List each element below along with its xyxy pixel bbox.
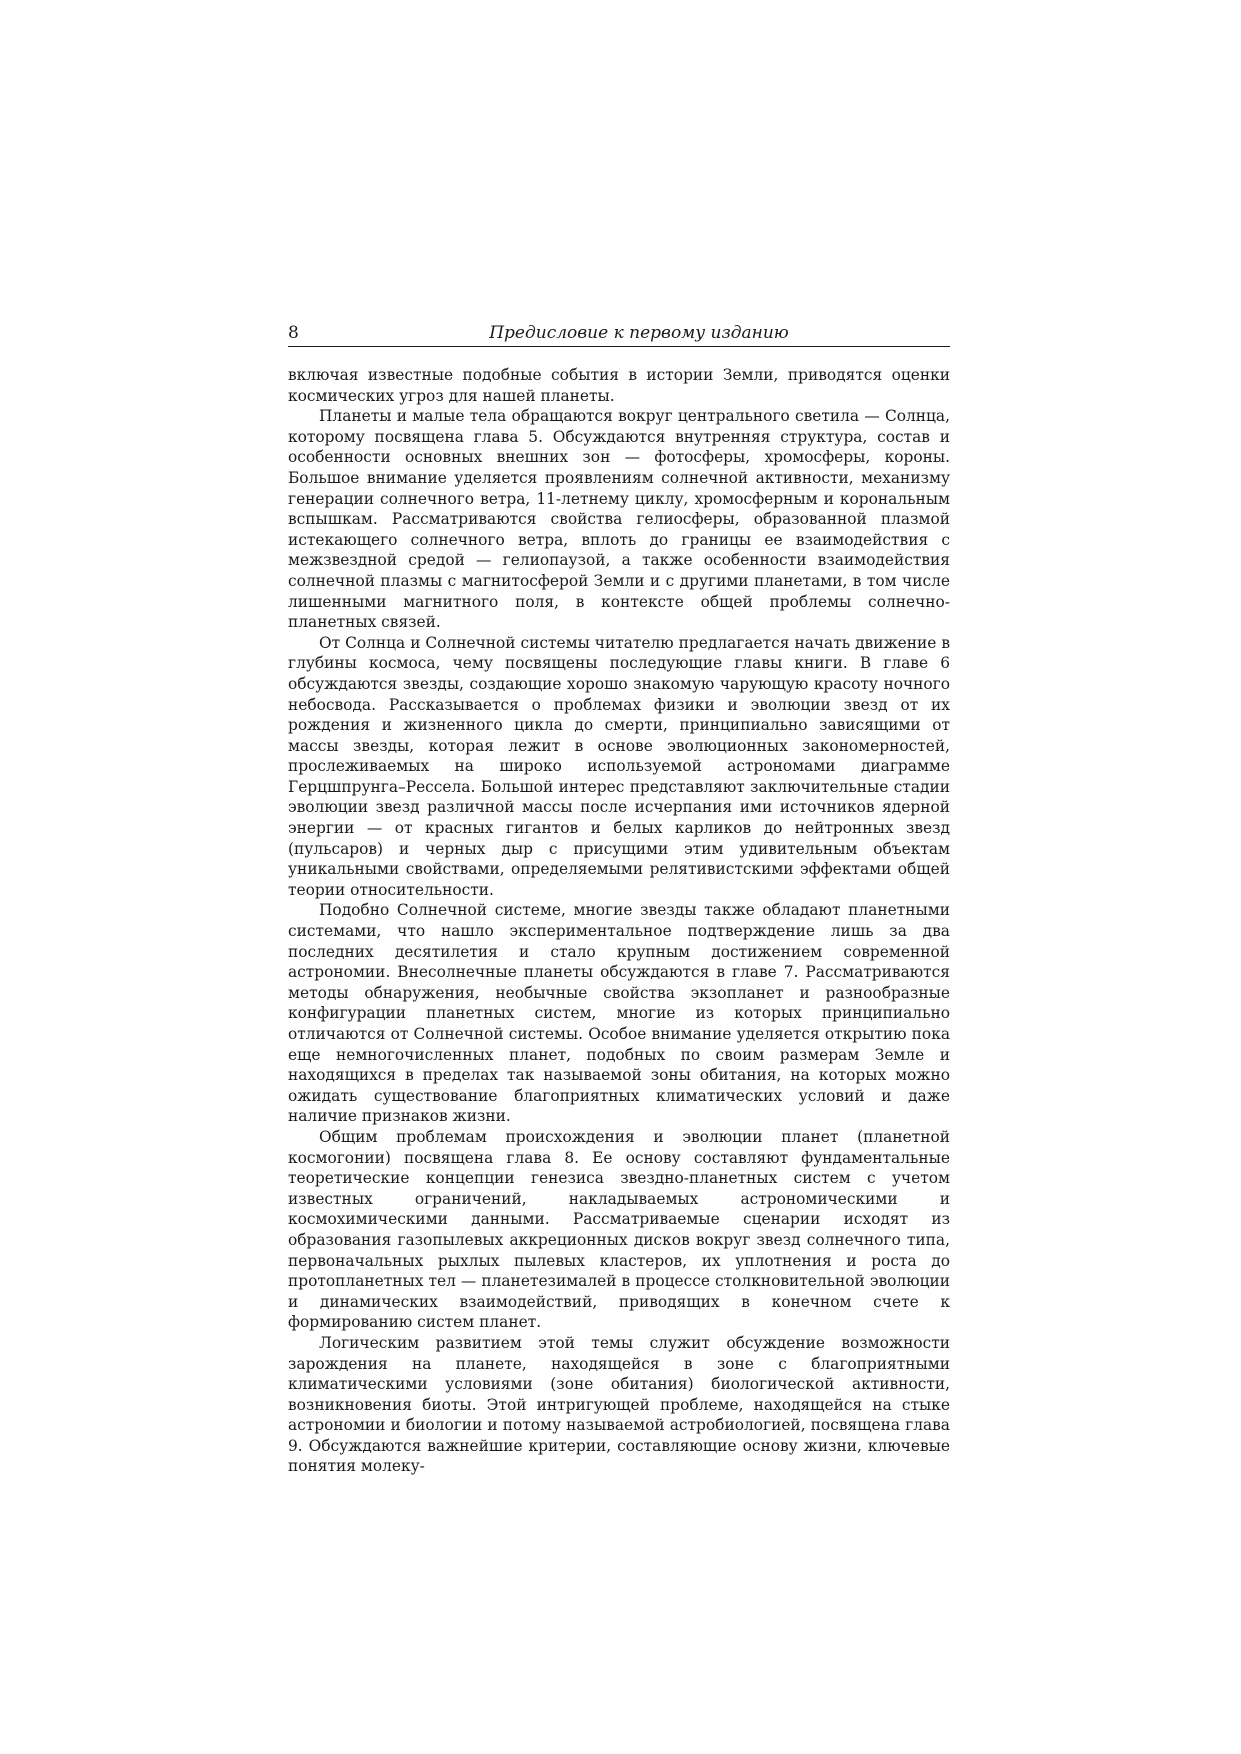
body-text [288,365,950,1477]
paragraph-exoplanets: Подобно Солнечной системе, многие звезды также обладают планетными системами, что нашло экспериментальное подтверждение лишь за два последних десятилетия и стало крупным достижением современной астрономии. Внесолнечные планеты обсуждаются в главе 7. Рассматриваются методы обнаружения, необычные свойства экзопланет и разнообразные конфигурации планетных систем, многие из которых принципиально отличаются от Солнечной системы. Особое внимание уделяется открытию пока еще немногочисленных планет, подобных по своим размерам Земле и находящихся в пределах так называемой зоны обитания, на которых можно ожидать существование благоприятных климатических условий и даже наличие признаков жизни. [288,901,950,1126]
paragraph-cosmogony: Общим проблемам происхождения и эволюции планет (планетной космогонии) посвящена глава 8. Ее основу составляют фундаментальные теоретические концепции генезиса звездно-планетных систем с учетом известных ограничений, накладываемых астрономическими и космохимическими данными. Рассматриваемые сценарии исходят из образования газопылевых аккреционных дисков вокруг звезд солнечного типа, первоначальных рыхлых пылевых кластеров, их уплотнения и роста до протопланетных тел — планетезималей в процессе столкновительной эволюции и динамических взаимодействий, приводящих в конечном счете к формированию систем планет. [288,1127,950,1332]
book-page [288,322,950,1477]
paragraph-astrobiology: Логическим развитием этой темы служит обсуждение возможности зарождения на планете, находящейся в зоне с благоприятными климатическими условиями (зоне обитания) биологической активности, возникновения биоты. Этой интригующей проблеме, находящейся на стыке астрономии и биологии и потому называемой астробиологией, посвящена глава 9. Обсуждаются важнейшие критерии, составляющие основу жизни, ключевые понятия молеку- [288,1333,950,1476]
paragraph-stars: От Солнца и Солнечной системы читателю предлагается начать движение в глубины космоса, чему посвящены последующие главы книги. В главе 6 обсуждаются звезды, создающие хорошо знакомую чарующую красоту ночного небосвода. Рассказывается о проблемах физики и эволюции звезд от их рождения и жизненного цикла до смерти, принципиально зависящими от массы звезды, которая лежит в основе эволюционных закономерностей, прослеживаемых на широко используемой астрономами диаграмме Герцшпрунга–Рессела. Большой интерес представляют заключительные стадии эволюции звезд различной массы после исчерпания ими источников ядерной энергии — от красных гигантов и белых карликов до нейтронных звезд (пульсаров) и черных дыр с присущими этим удивительным объектам уникальными свойствами, определяемыми релятивистскими эффектами общей теории относительности. [288,633,950,899]
paragraph-continued: включая известные подобные события в истории Земли, приводятся оценки космических угроз для нашей планеты. [288,366,950,405]
paragraph-sun: Планеты и малые тела обращаются вокруг центрального светила — Солнца, которому посвящена глава 5. Обсуждаются внутренняя структура, состав и особенности основных внешних зон — фотосферы, хромосферы, короны. Большое внимание уделяется проявлениям солнечной активности, механизму генерации солнечного ветра, 11-летнему циклу, хромосферным и корональным вспышкам. Рассматриваются свойства гелиосферы, образованной плазмой истекающего солнечного ветра, вплоть до границы ее взаимодействия с межзвездной средой — гелиопаузой, а также особенности взаимодействия солнечной плазмы с магнитосферой Земли и с другими планетами, в том числе лишенными магнитного поля, в контексте общей проблемы солнечно-планетных связей. [288,407,950,632]
running-head [288,322,950,347]
running-title: Предисловие к первому изданию [489,323,789,343]
page-number: 8 [288,323,299,343]
